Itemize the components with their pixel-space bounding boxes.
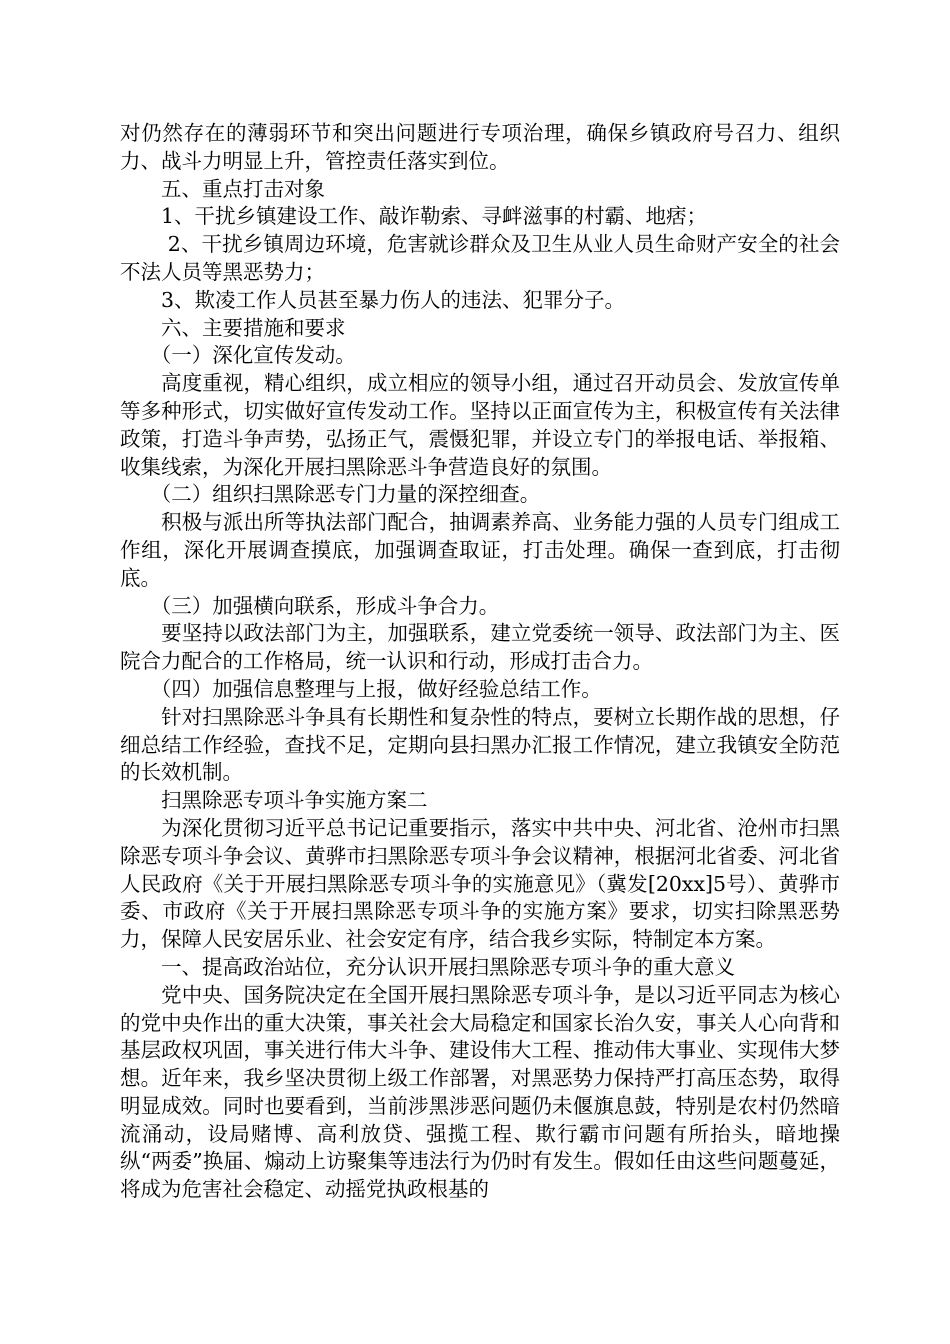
paragraph: 高度重视，精心组织，成立相应的领导小组，通过召开动员会、发放宣传单等多种形式，切实做好宣传发动工作。坚持以正面宣传为主，积极宣传有关法律政策，打造斗争声势，弘扬正气，震慑犯罪，并设立专门的举报电话、举报箱、收集线索，为深化开展扫黑除恶斗争营造良好的氛围。	[120, 371, 840, 479]
document-title: 扫黑除恶专项斗争实施方案二	[120, 788, 428, 813]
list-item: 3、欺凌工作人员甚至暴力伤人的违法、犯罪分子。	[120, 287, 626, 312]
list-item: 2、干扰乡镇周边环境，危害就诊群众及卫生从业人员生命财产安全的社会不法人员等黑恶势力；	[120, 232, 840, 284]
paragraph: 针对扫黑除恶斗争具有长期性和复杂性的特点，要树立长期作战的思想，仔细总结工作经验，查找不足，定期向县扫黑办汇报工作情况，建立我镇安全防范的长效机制。	[120, 704, 840, 785]
section-heading: 六、主要措施和要求	[120, 315, 346, 340]
section-heading: 五、重点打击对象	[120, 176, 325, 201]
subsection-heading: （三）加强横向联系，形成斗争合力。	[120, 593, 500, 618]
paragraph: 为深化贯彻习近平总书记记重要指示，落实中共中央、河北省、沧州市扫黑除恶专项斗争会议、黄骅市扫黑除恶专项斗争会议精神，根据河北省委、河北省人民政府《关于开展扫黑除恶专项斗争的实施意见》（冀发[20xx]5号）、黄骅市委、市政府《关于开展扫黑除恶专项斗争的实施方案》要求，切实扫除黑恶势力，保障人民安居乐业、社会安定有序，结合我乡实际，特制定本方案。	[120, 815, 840, 952]
subsection-heading: （四）加强信息整理与上报，做好经验总结工作。	[120, 676, 602, 701]
document-page	[120, 120, 840, 1204]
paragraph: 要坚持以政法部门为主，加强联系，建立党委统一领导、政法部门为主、医院合力配合的工作格局，统一认识和行动，形成打击合力。	[120, 621, 840, 674]
section-heading: 一、提高政治站位，充分认识开展扫黑除恶专项斗争的重大意义	[120, 954, 735, 979]
subsection-heading: （二）组织扫黑除恶专门力量的深控细查。	[120, 482, 541, 507]
subsection-heading: （一）深化宣传发动。	[120, 343, 356, 368]
paragraph: 党中央、国务院决定在全国开展扫黑除恶专项斗争，是以习近平同志为核心的党中央作出的重大决策，事关社会大局稳定和国家长治久安，事关人心向背和基层政权巩固，事关进行伟大斗争、建设伟大工程、推动伟大事业、实现伟大梦想。近年来，我乡坚决贯彻上级工作部署，对黑恶势力保持严打高压态势，取得明显成效。同时也要看到，当前涉黑涉恶问题仍未偃旗息鼓，特别是农村仍然暗流涌动，设局赌博、高利放贷、强揽工程、欺行霸市问题有所抬头，暗地操纵“两委”换届、煽动上访聚集等违法行为仍时有发生。假如任由这些问题蔓延，将成为危害社会稳定、动摇党执政根基的	[120, 982, 840, 1202]
paragraph: 积极与派出所等执法部门配合，抽调素养高、业务能力强的人员专门组成工作组，深化开展调查摸底，加强调查取证，打击处理。确保一查到底，打击彻底。	[120, 510, 840, 590]
list-item: 1、干扰乡镇建设工作、敲诈勒索、寻衅滋事的村霸、地痞；	[120, 204, 708, 229]
paragraph: 对仍然存在的薄弱环节和突出问题进行专项治理，确保乡镇政府号召力、组织力、战斗力明显上升，管控责任落实到位。	[120, 121, 840, 173]
